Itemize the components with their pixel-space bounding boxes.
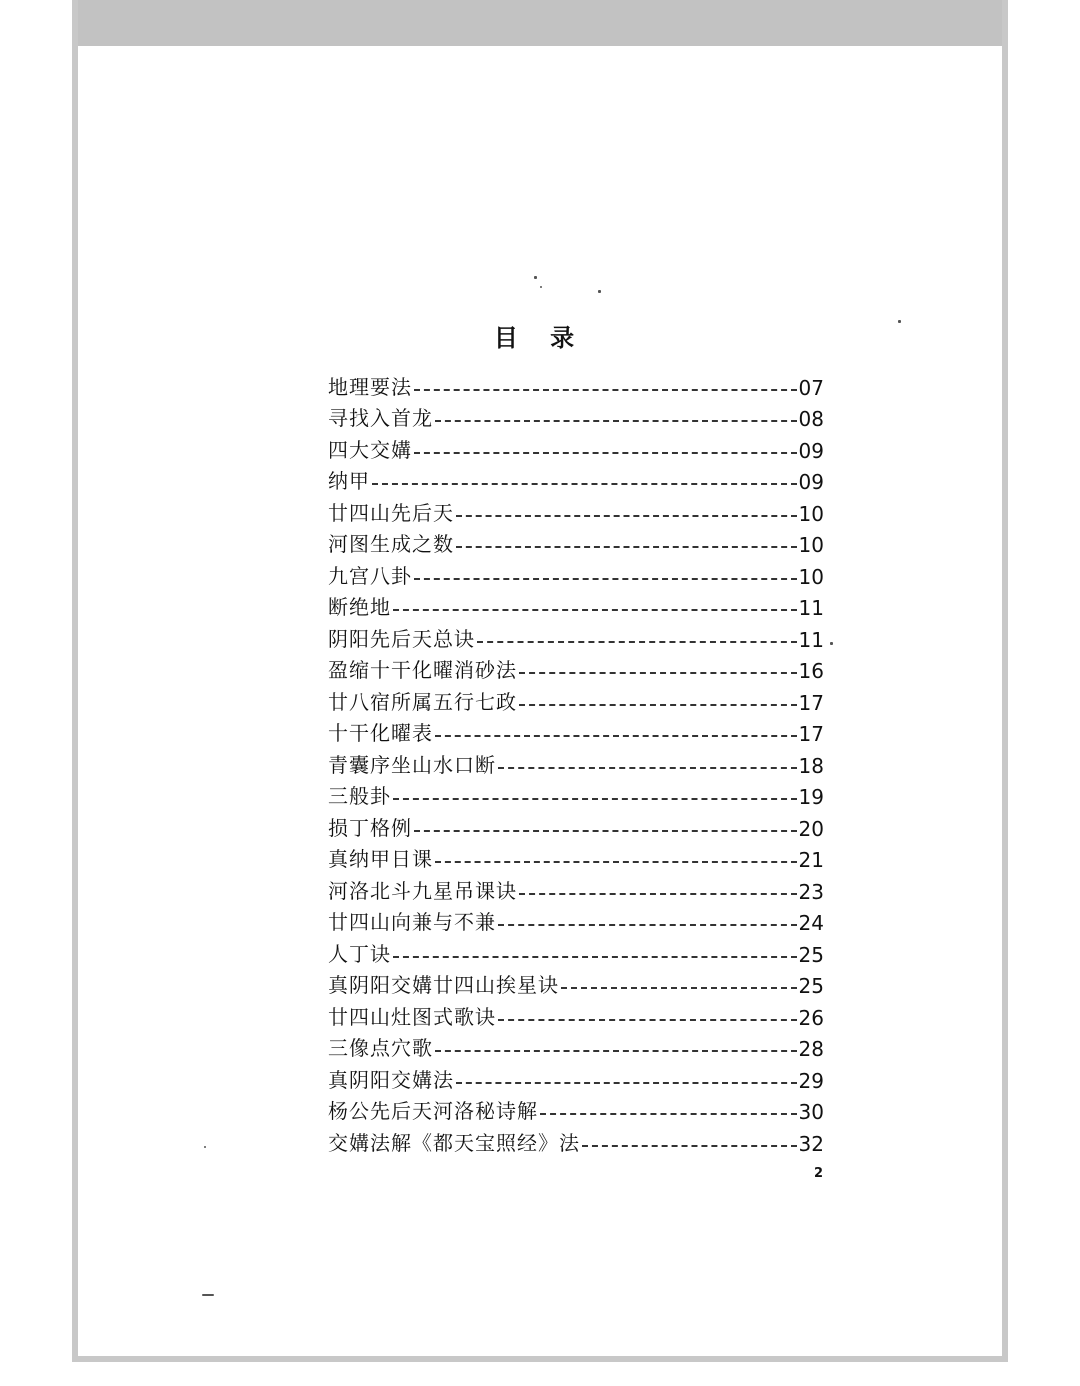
toc-dot-leader xyxy=(435,1050,797,1052)
toc-entry xyxy=(328,935,824,967)
scan-speck xyxy=(598,290,601,293)
toc-dot-leader xyxy=(519,893,797,895)
toc-dot-leader xyxy=(372,483,797,485)
toc-entry-page: 32 xyxy=(798,1131,824,1156)
toc-entry xyxy=(328,652,824,684)
toc-entry-page: 20 xyxy=(798,816,824,841)
toc-entry xyxy=(328,620,824,652)
toc-entry-page: 16 xyxy=(798,659,824,683)
toc-entry-title: 人丁诀 xyxy=(328,941,391,966)
page-border-bottom xyxy=(72,1356,1008,1362)
toc-dot-leader xyxy=(519,672,797,674)
page-border-right xyxy=(1002,0,1008,1362)
toc-entry-title: 三像点穴歌 xyxy=(328,1036,433,1060)
toc-entry-title: 十干化曜表 xyxy=(328,721,433,745)
toc-entry xyxy=(328,400,824,432)
toc-entry-page: 09 xyxy=(798,470,824,494)
toc-dot-leader xyxy=(414,452,797,454)
toc-dot-leader xyxy=(477,641,797,643)
toc-entry-title: 交媾法解《都天宝照经》法 xyxy=(328,1130,580,1155)
scan-speck xyxy=(202,1294,214,1296)
toc-dot-leader xyxy=(414,389,797,391)
toc-entry-title: 寻找入首龙 xyxy=(328,406,433,430)
viewer-top-bar xyxy=(72,0,1008,46)
toc-entry-title: 河洛北斗九星吊课诀 xyxy=(328,878,517,903)
toc-dot-leader xyxy=(435,420,797,422)
toc-title: 目 录 xyxy=(493,323,587,352)
toc-entry-page: 10 xyxy=(798,564,824,589)
toc-entry xyxy=(328,557,824,589)
toc-entry-page: 11 xyxy=(798,596,824,620)
toc-entry-title: 损丁格例 xyxy=(328,815,412,840)
toc-entry-title: 阴阳先后天总诀 xyxy=(328,626,475,651)
toc-entry-page: 21 xyxy=(798,848,824,872)
toc-entry xyxy=(328,746,824,778)
toc-entry xyxy=(328,809,824,841)
table-of-contents xyxy=(328,368,824,1156)
scan-speck xyxy=(830,642,833,645)
toc-entry xyxy=(328,589,824,621)
toc-entry-title: 地理要法 xyxy=(328,374,412,399)
toc-dot-leader xyxy=(393,609,797,611)
toc-entry-page: 07 xyxy=(798,375,824,400)
toc-dot-leader xyxy=(540,1113,797,1115)
toc-dot-leader xyxy=(414,578,797,580)
toc-entry xyxy=(328,683,824,715)
toc-entry xyxy=(328,904,824,936)
toc-entry xyxy=(328,1124,824,1156)
toc-entry-title: 三般卦 xyxy=(328,784,391,808)
toc-entry xyxy=(328,463,824,495)
toc-entry xyxy=(328,1030,824,1062)
toc-entry-page: 10 xyxy=(798,533,824,557)
toc-entry-page: 23 xyxy=(798,879,824,904)
toc-dot-leader xyxy=(414,830,797,832)
toc-entry-title: 廿四山向兼与不兼 xyxy=(328,910,496,934)
toc-entry-title: 杨公先后天河洛秘诗解 xyxy=(328,1099,538,1123)
toc-entry-title: 河图生成之数 xyxy=(328,532,454,556)
toc-entry-page: 09 xyxy=(798,438,824,463)
toc-entry-title: 真纳甲日课 xyxy=(328,847,433,871)
toc-entry-title: 廿八宿所属五行七政 xyxy=(328,689,517,714)
toc-entry-title: 真阴阳交媾法 xyxy=(328,1067,454,1092)
toc-entry-page: 11 xyxy=(798,627,824,652)
scan-speck xyxy=(540,286,542,288)
toc-entry xyxy=(328,998,824,1030)
toc-entry xyxy=(328,872,824,904)
toc-entry-page: 18 xyxy=(798,753,824,778)
toc-dot-leader xyxy=(456,515,797,517)
toc-entry-title: 真阴阳交媾廿四山挨星诀 xyxy=(328,973,559,997)
toc-entry-page: 10 xyxy=(798,501,824,526)
toc-dot-leader xyxy=(435,861,797,863)
toc-dot-leader xyxy=(435,735,797,737)
toc-entry xyxy=(328,841,824,873)
toc-entry xyxy=(328,778,824,810)
toc-entry-title: 断绝地 xyxy=(328,595,391,619)
toc-entry-title: 四大交媾 xyxy=(328,437,412,462)
toc-entry-page: 17 xyxy=(798,722,824,746)
toc-entry-page: 19 xyxy=(798,785,824,809)
toc-entry xyxy=(328,1093,824,1125)
toc-entry xyxy=(328,967,824,999)
toc-entry-page: 25 xyxy=(798,942,824,967)
toc-dot-leader xyxy=(582,1145,797,1147)
toc-dot-leader xyxy=(498,924,797,926)
toc-entry-page: 26 xyxy=(798,1005,824,1030)
toc-entry-page: 17 xyxy=(798,690,824,715)
toc-dot-leader xyxy=(498,767,797,769)
toc-entry-page: 29 xyxy=(798,1068,824,1093)
toc-dot-leader xyxy=(561,987,797,989)
toc-entry xyxy=(328,526,824,558)
page-number: 2 xyxy=(814,1166,824,1181)
toc-dot-leader xyxy=(456,1082,797,1084)
toc-entry xyxy=(328,368,824,400)
toc-entry-title: 青囊序坐山水口断 xyxy=(328,752,496,777)
toc-dot-leader xyxy=(519,704,797,706)
toc-dot-leader xyxy=(498,1019,797,1021)
toc-dot-leader xyxy=(456,546,797,548)
scan-speck xyxy=(204,1146,206,1148)
toc-entry xyxy=(328,431,824,463)
toc-dot-leader xyxy=(393,956,797,958)
toc-entry xyxy=(328,1061,824,1093)
toc-entry-title: 纳甲 xyxy=(328,469,370,493)
toc-entry-page: 30 xyxy=(798,1100,824,1124)
toc-entry-page: 08 xyxy=(798,407,824,431)
toc-entry-title: 廿四山灶图式歌诀 xyxy=(328,1004,496,1029)
toc-entry-title: 廿四山先后天 xyxy=(328,500,454,525)
toc-entry xyxy=(328,715,824,747)
scan-speck xyxy=(534,276,537,279)
toc-entry-page: 25 xyxy=(798,974,824,998)
toc-entry-title: 盈缩十干化曜消砂法 xyxy=(328,658,517,682)
toc-entry-title: 九宫八卦 xyxy=(328,563,412,588)
toc-entry-page: 24 xyxy=(798,911,824,935)
toc-dot-leader xyxy=(393,798,797,800)
toc-entry xyxy=(328,494,824,526)
toc-entry-page: 28 xyxy=(798,1037,824,1061)
